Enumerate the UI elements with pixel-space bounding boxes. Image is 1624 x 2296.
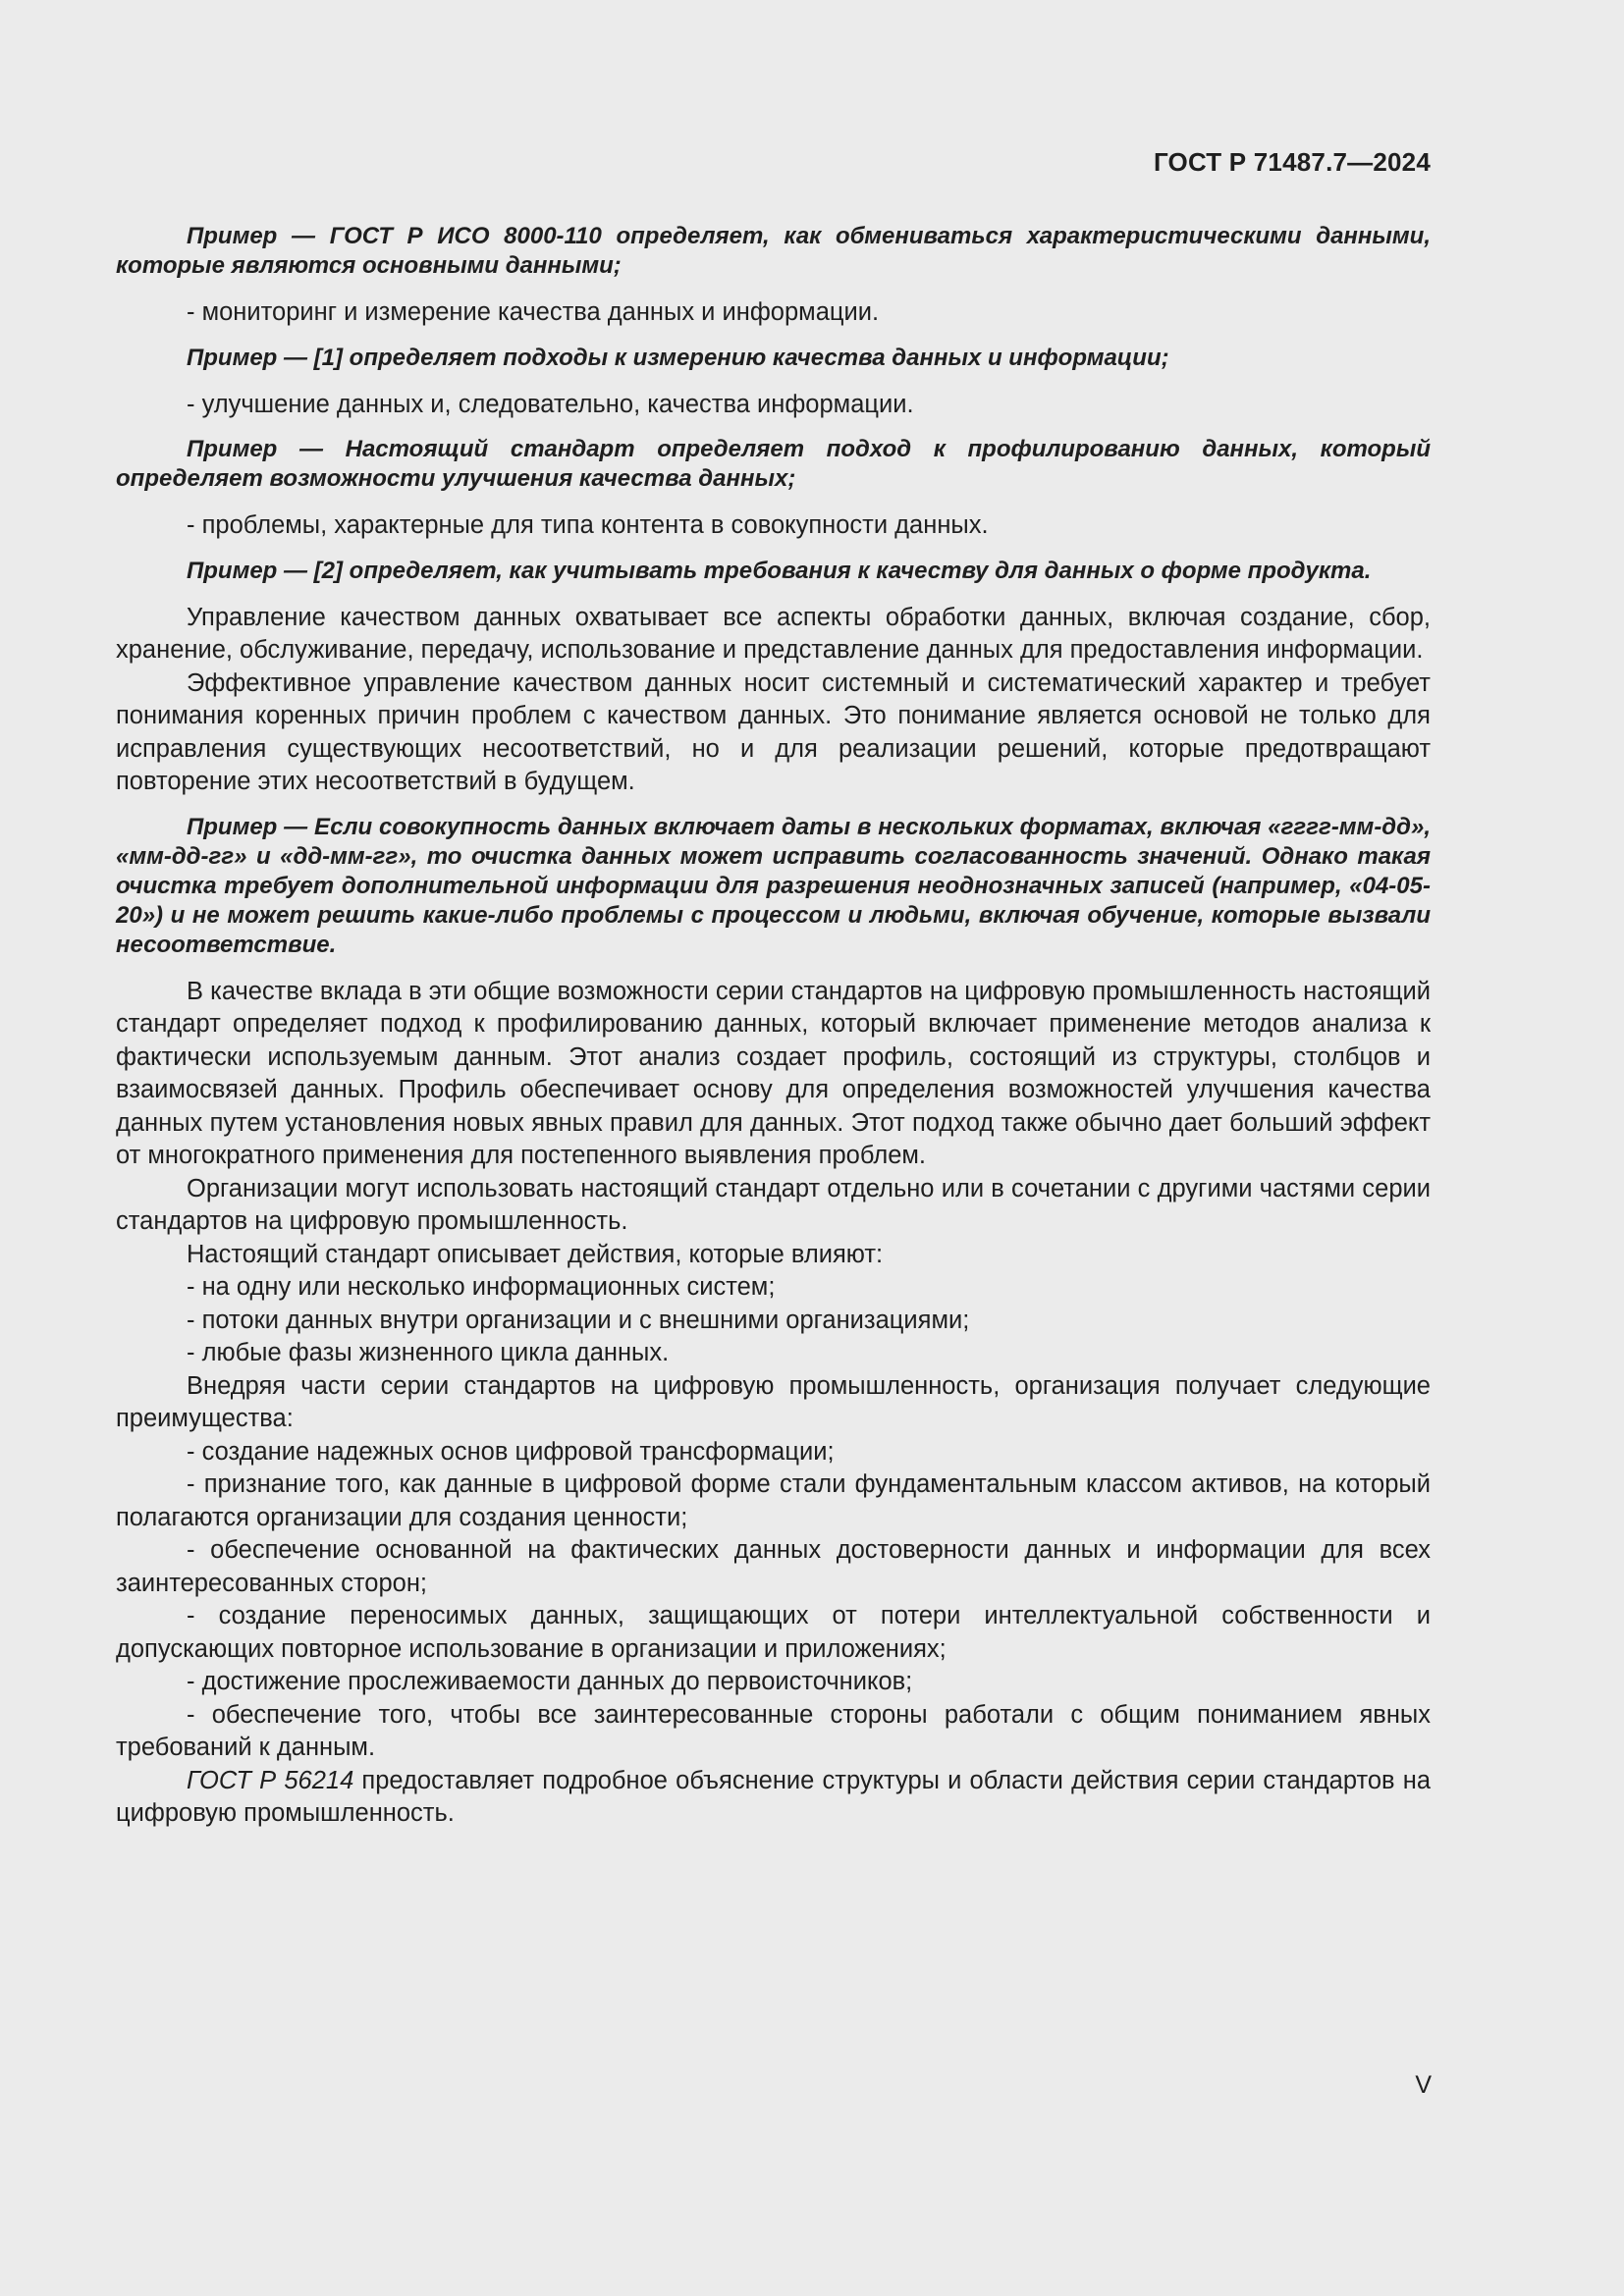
paragraph: Внедряя части серии стандартов на цифровую промышленность, организация получает следующие преимущества: xyxy=(116,1371,1431,1432)
list-item: - мониторинг и измерение качества данных и информации. xyxy=(187,298,880,326)
body-text xyxy=(116,222,1431,1831)
page-number: V xyxy=(1415,2071,1432,2099)
list-item: - создание переносимых данных, защищающих от потери интеллектуальной собственности и допускающих повторное использование в организации и приложениях; xyxy=(116,1602,1431,1663)
example-paragraph: Пример — [1] определяет подходы к измерению качества данных и информации; xyxy=(187,344,1169,371)
list-item: - любые фазы жизненного цикла данных. xyxy=(187,1339,670,1366)
standard-reference: ГОСТ Р 56214 xyxy=(187,1766,354,1794)
list-item: - достижение прослеживаемости данных до первоисточников; xyxy=(187,1668,913,1695)
paragraph: Настоящий стандарт описывает действия, которые влияют: xyxy=(187,1240,884,1268)
list-item: - на одну или несколько информационных систем; xyxy=(187,1273,776,1301)
list-item: - проблемы, характерные для типа контента в совокупности данных. xyxy=(187,511,989,539)
document-code-header: ГОСТ Р 71487.7—2024 xyxy=(1153,147,1431,177)
list-item: - обеспечение того, чтобы все заинтересованные стороны работали с общим пониманием явных требований к данным. xyxy=(116,1700,1431,1761)
paragraph: Управление качеством данных охватывает все аспекты обработки данных, включая создание, сбор, хранение, обслуживание, передачу, использование и представление данных для предоставления информации. xyxy=(116,603,1431,664)
example-paragraph: Пример — ГОСТ Р ИСО 8000-110 определяет, как обмениваться характеристическими данными, которые являются основными данными; xyxy=(116,223,1431,279)
paragraph: Организации могут использовать настоящий стандарт отдельно или в сочетании с другими частями серии стандартов на цифровую промышленность. xyxy=(116,1174,1431,1235)
paragraph-text: предоставляет подробное объяснение структуры и области действия серии стандартов на цифровую промышленность. xyxy=(116,1766,1432,1827)
paragraph: Эффективное управление качеством данных носит системный и систематический характер и требует понимания коренных причин проблем с качеством данных. Это понимание является основой не только для исправления существующих несоответствий, но и для реализации решений, которые предотвращают повторение этих несоответствий в будущем. xyxy=(116,668,1431,795)
list-item: - обеспечение основанной на фактических данных достоверности данных и информации для всех заинтересованных сторон; xyxy=(116,1536,1431,1597)
example-paragraph: Пример — Настоящий стандарт определяет подход к профилированию данных, который определяет возможности улучшения качества данных; xyxy=(116,436,1431,492)
list-item: - признание того, как данные в цифровой форме стали фундаментальным классом активов, на который полагаются организации для создания ценности; xyxy=(116,1470,1431,1531)
paragraph: В качестве вклада в эти общие возможности серии стандартов на цифровую промышленность настоящий стандарт определяет подход к профилированию данных, который включает применение методов анализа к фактически используемым данным. Этот анализ создает профиль, состоящий из структуры, столбцов и взаимосвязей данных. Профиль обеспечивает основу для определения возможностей улучшения качества данных путем установления новых явных правил для данных. Этот подход также обычно дает больший эффект от многократного применения для постепенного выявления проблем. xyxy=(116,977,1431,1169)
list-item: - создание надежных основ цифровой трансформации; xyxy=(187,1437,835,1466)
paragraph xyxy=(116,1765,1431,1831)
list-item: - улучшение данных и, следовательно, качества информации. xyxy=(187,390,914,418)
example-paragraph: Пример — Если совокупность данных включает даты в нескольких форматах, включая «гггг-мм-дд», «мм-дд-гг» и «дд-мм-гг», то очистка данных может исправить согласованность значений. Однако такая очистка требует дополнительной информации для разрешения неоднозначных записей (например, «04-05-20») и не может решить какие-либо проблемы с процессом и людьми, включая обучение, которые вызвали несоответствие. xyxy=(116,813,1431,958)
list-item: - потоки данных внутри организации и с внешними организациями; xyxy=(187,1306,970,1334)
example-paragraph: Пример — [2] определяет, как учитывать требования к качеству для данных о форме продукта. xyxy=(187,557,1372,584)
